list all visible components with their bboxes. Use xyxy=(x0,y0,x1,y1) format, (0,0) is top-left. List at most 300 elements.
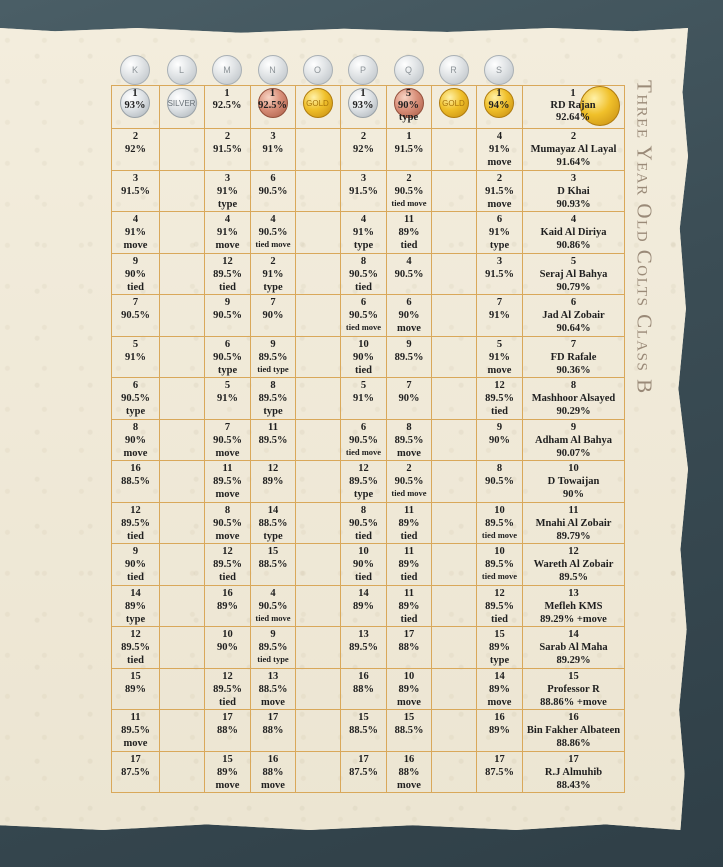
score-text: type xyxy=(217,198,238,210)
score-text: 89.79% xyxy=(556,530,591,542)
score-text: 89.5% xyxy=(258,351,288,363)
table-row xyxy=(112,544,625,586)
score-text: type xyxy=(217,364,238,376)
score-text: tied xyxy=(127,572,144,583)
score-text: tied xyxy=(355,364,372,376)
medal-score-text xyxy=(250,88,295,112)
score-cell xyxy=(205,502,251,544)
score-cell xyxy=(296,336,341,378)
score-cell xyxy=(432,170,477,212)
score-text: 89% xyxy=(398,227,420,238)
rank-text: 10 xyxy=(494,504,505,516)
score-cell xyxy=(477,253,523,295)
horse-name: D Towaijan xyxy=(547,476,600,487)
rank-text: 2 xyxy=(570,131,577,142)
overall-cell xyxy=(523,378,625,420)
score-cell xyxy=(296,544,341,586)
overall-cell xyxy=(523,544,625,586)
score-text: 91.5% xyxy=(485,268,514,280)
score-text: 90.93% xyxy=(556,198,591,210)
score-text: move xyxy=(215,489,240,500)
table-row xyxy=(112,253,625,295)
rank-text: 1 xyxy=(496,88,502,99)
score-text: 89.5% xyxy=(258,642,288,653)
score-text: move xyxy=(397,323,421,334)
score-text: 91.5% xyxy=(394,144,424,155)
score-cell xyxy=(296,419,341,461)
score-text: move xyxy=(261,696,285,708)
overall-cell xyxy=(523,129,625,171)
score-cell xyxy=(387,710,432,752)
rank-text: 4 xyxy=(224,214,231,225)
rank-text: 4 xyxy=(496,131,503,142)
score-text: 90.5% xyxy=(349,434,378,446)
score-text: 90.5% xyxy=(394,185,424,197)
score-cell xyxy=(205,419,251,461)
score-cell xyxy=(160,751,205,793)
score-text: tied xyxy=(219,572,236,583)
table-row xyxy=(112,585,625,627)
score-text: tied xyxy=(219,281,236,293)
score-text: tied xyxy=(127,655,144,666)
score-text: tied xyxy=(127,530,144,542)
score-cell xyxy=(477,751,523,793)
rank-text: 10 xyxy=(358,546,369,557)
score-text: 88% xyxy=(262,725,284,736)
score-text: 89.5% xyxy=(485,517,514,529)
score-text: 88% xyxy=(353,683,374,695)
rank-text: 15 xyxy=(222,753,233,765)
score-cell xyxy=(160,253,205,295)
score-text: tied move xyxy=(255,239,291,249)
rank-text: 3 xyxy=(132,172,139,184)
score-cell xyxy=(112,710,160,752)
score-cell xyxy=(432,336,477,378)
table-row xyxy=(112,419,625,461)
score-text: tied move xyxy=(481,571,518,581)
score-text: 89% xyxy=(398,683,420,695)
judge-letter-n: N xyxy=(258,55,288,85)
score-cell xyxy=(296,751,341,793)
score-cell xyxy=(205,585,251,627)
score-text: 88.5% xyxy=(258,683,288,695)
rank-text: 17 xyxy=(568,753,579,765)
score-text: 88.5% xyxy=(258,517,288,529)
score-cell xyxy=(112,668,160,710)
rank-text: 3 xyxy=(270,131,276,142)
rank-text: 13 xyxy=(267,670,279,682)
score-cell xyxy=(341,378,387,420)
score-cell xyxy=(251,419,296,461)
rank-text: 17 xyxy=(222,712,233,723)
rank-text: 6 xyxy=(360,421,367,433)
rank-text: 12 xyxy=(130,504,141,516)
rank-text: 5 xyxy=(496,338,503,350)
rank-text: 6 xyxy=(406,297,412,308)
score-text: move xyxy=(397,779,421,791)
rank-text: 12 xyxy=(568,546,579,557)
score-cell xyxy=(341,751,387,793)
score-text: 87.5% xyxy=(485,766,514,778)
score-text: 88% xyxy=(262,766,284,778)
rank-text: 9 xyxy=(406,338,412,350)
overall-cell xyxy=(523,212,625,254)
rank-text: 11 xyxy=(222,463,233,474)
silver-medal-icon: SILVER xyxy=(167,88,197,118)
medal-score-text xyxy=(476,88,522,112)
score-text: 91.64% xyxy=(556,157,591,168)
score-text: move xyxy=(261,779,285,791)
overall-cell xyxy=(523,461,625,503)
rank-text: 5 xyxy=(405,88,412,99)
rank-text: 12 xyxy=(494,380,505,391)
score-cell xyxy=(296,710,341,752)
score-text: 90.5% xyxy=(258,600,288,612)
horse-name: Kaid Al Diriya xyxy=(540,227,607,238)
score-text: 90.86% xyxy=(556,240,591,251)
score-text: 91.5% xyxy=(349,185,378,197)
score-cell xyxy=(296,170,341,212)
score-cell xyxy=(205,461,251,503)
horse-name: Sarab Al Maha xyxy=(539,642,608,653)
score-text: tied xyxy=(355,530,372,542)
score-cell xyxy=(341,668,387,710)
score-cell xyxy=(387,378,432,420)
score-text: 89.5% xyxy=(121,517,150,529)
rank-text: 1 xyxy=(406,131,412,142)
page-title: Three Year Old Colts Class B xyxy=(632,80,657,395)
score-cell xyxy=(251,544,296,586)
score-cell xyxy=(251,336,296,378)
rank-text: 6 xyxy=(224,338,231,350)
score-text: tied move xyxy=(255,612,291,623)
rank-text: 10 xyxy=(494,546,505,557)
score-text: move xyxy=(487,696,512,708)
score-cell xyxy=(341,129,387,171)
score-cell xyxy=(160,295,205,337)
score-text: 90% xyxy=(489,434,510,446)
score-text: 88.5% xyxy=(121,476,150,487)
score-text: 90.29% xyxy=(556,406,591,417)
score-text: 90.5% xyxy=(394,476,424,487)
score-text: tied move xyxy=(391,197,427,208)
horse-name: Seraj Al Bahya xyxy=(539,268,608,280)
medal-score-text xyxy=(386,88,431,124)
score-text: 92.64% xyxy=(555,112,591,123)
score-text: move xyxy=(215,779,240,791)
score-cell xyxy=(160,336,205,378)
score-cell xyxy=(112,627,160,669)
score-cell xyxy=(477,212,523,254)
score-cell xyxy=(160,461,205,503)
score-cell xyxy=(160,668,205,710)
rank-text: 9 xyxy=(224,297,231,308)
rank-text: 9 xyxy=(270,338,276,350)
score-text: 89.5% xyxy=(213,683,242,695)
rank-text: 7 xyxy=(132,297,139,308)
score-cell xyxy=(341,710,387,752)
score-cell xyxy=(251,461,296,503)
score-cell xyxy=(432,129,477,171)
score-cell xyxy=(477,585,523,627)
rank-text: 13 xyxy=(358,629,369,640)
score-text: move xyxy=(215,240,240,251)
rank-text: 8 xyxy=(360,255,367,267)
horse-name: Adham Al Bahya xyxy=(534,434,613,446)
overall-cell xyxy=(523,502,625,544)
rank-text: 12 xyxy=(494,587,505,599)
winner-text xyxy=(522,88,624,124)
score-text: tied xyxy=(400,240,418,251)
score-text: 89.5% xyxy=(485,559,514,570)
score-cell xyxy=(432,710,477,752)
score-cell xyxy=(387,419,432,461)
score-text: 90% xyxy=(353,559,374,570)
rank-text: 12 xyxy=(130,629,141,640)
score-text: 90.79% xyxy=(556,281,591,293)
rank-text: 6 xyxy=(570,297,577,308)
score-text: move xyxy=(487,157,512,168)
horse-name: R.J Almuhib xyxy=(544,766,603,778)
score-cell xyxy=(432,295,477,337)
score-cell xyxy=(251,295,296,337)
score-cell xyxy=(341,253,387,295)
score-text: 89% xyxy=(398,517,420,529)
rank-text: 1 xyxy=(269,88,276,99)
score-cell xyxy=(477,668,523,710)
rank-text: 6 xyxy=(132,380,139,391)
rank-text: 15 xyxy=(358,712,369,723)
score-text: 89.5% xyxy=(213,476,242,487)
score-cell xyxy=(160,502,205,544)
rank-text: 3 xyxy=(570,172,577,184)
judge-letter-s: S xyxy=(484,55,514,85)
score-text: 90.5% xyxy=(258,185,288,197)
horse-name: Bin Fakher Albateen xyxy=(526,725,621,736)
rank-text: 14 xyxy=(568,629,579,640)
gold-medal-icon: GOLD xyxy=(303,88,333,118)
score-cell xyxy=(477,461,523,503)
score-text: 91.5% xyxy=(213,144,242,155)
score-cell xyxy=(341,170,387,212)
score-text: 90.5% xyxy=(121,310,150,321)
rank-text: 4 xyxy=(570,214,577,225)
rank-text: 15 xyxy=(130,670,141,682)
score-cell xyxy=(387,585,432,627)
rank-text: 10 xyxy=(403,670,415,682)
score-text: type xyxy=(263,281,283,293)
rank-text: 16 xyxy=(267,753,279,765)
overall-cell xyxy=(523,295,625,337)
score-text: tied xyxy=(127,281,144,293)
table-row xyxy=(112,751,625,793)
rank-text: 7 xyxy=(496,297,503,308)
score-text: move xyxy=(123,738,148,749)
rank-text: 6 xyxy=(496,214,503,225)
score-text: 89.29% +move xyxy=(540,613,607,625)
rank-text: 8 xyxy=(406,421,412,433)
score-text: tied xyxy=(400,572,418,583)
score-cell xyxy=(296,129,341,171)
score-text: 90.5% xyxy=(213,351,242,363)
table-row xyxy=(112,212,625,254)
score-text: 89.5% xyxy=(485,600,514,612)
score-cell xyxy=(112,129,160,171)
results-table xyxy=(111,85,625,793)
score-text: 90% xyxy=(262,310,284,321)
score-cell xyxy=(432,253,477,295)
rank-text: 8 xyxy=(360,504,367,516)
overall-cell xyxy=(523,253,625,295)
score-text: type xyxy=(489,655,510,666)
horse-name: Mashhoor Alsayed xyxy=(531,393,616,404)
score-text: 92.5% xyxy=(212,100,242,111)
rank-text: 5 xyxy=(360,380,367,391)
score-text: 88.5% xyxy=(394,725,424,736)
rank-text: 15 xyxy=(267,546,279,557)
rank-text: 4 xyxy=(132,214,139,225)
score-text: 91% xyxy=(217,393,238,404)
score-cell xyxy=(296,668,341,710)
score-text: 88.86% +move xyxy=(540,696,607,708)
overall-cell xyxy=(523,627,625,669)
rank-text: 4 xyxy=(406,255,412,267)
rank-text: 14 xyxy=(267,504,279,516)
score-text: 90.5% xyxy=(121,393,150,404)
rank-text: 1 xyxy=(224,88,230,99)
score-cell xyxy=(251,585,296,627)
score-cell xyxy=(205,710,251,752)
score-cell xyxy=(477,336,523,378)
score-cell xyxy=(205,253,251,295)
rank-text: 5 xyxy=(570,255,577,267)
rank-text: 10 xyxy=(358,338,369,350)
score-cell xyxy=(341,502,387,544)
score-cell xyxy=(477,544,523,586)
score-cell xyxy=(251,668,296,710)
rank-text: 16 xyxy=(130,463,141,474)
rank-text: 14 xyxy=(358,587,369,599)
score-text: 89.5% xyxy=(258,434,288,446)
score-cell xyxy=(477,502,523,544)
score-cell xyxy=(160,627,205,669)
overall-cell xyxy=(523,170,625,212)
score-text: 89% xyxy=(353,600,374,612)
score-cell xyxy=(160,419,205,461)
rank-text: 9 xyxy=(570,421,577,433)
rank-text: 14 xyxy=(130,587,141,599)
score-text: 91% xyxy=(489,310,510,321)
rank-text: 14 xyxy=(494,670,505,682)
score-cell xyxy=(432,668,477,710)
score-text: tied move xyxy=(345,322,382,332)
rank-text: 10 xyxy=(222,629,233,640)
score-text: 90% xyxy=(217,642,238,653)
score-text: 88.86% xyxy=(556,738,591,749)
score-text: type xyxy=(125,406,146,417)
score-text: tied type xyxy=(257,363,289,374)
rank-text: 4 xyxy=(270,587,276,599)
rank-text: 2 xyxy=(132,131,139,142)
rank-text: 11 xyxy=(404,587,414,599)
rank-text: 17 xyxy=(130,753,141,765)
score-cell xyxy=(205,544,251,586)
score-cell xyxy=(387,461,432,503)
rank-text: 7 xyxy=(270,297,276,308)
score-text: 91% xyxy=(489,144,510,155)
score-cell xyxy=(112,544,160,586)
rank-text: 12 xyxy=(222,255,233,267)
overall-cell xyxy=(523,585,625,627)
score-text: 90.5% xyxy=(258,227,288,238)
score-cell xyxy=(112,378,160,420)
score-text: 91% xyxy=(489,351,510,363)
score-cell xyxy=(112,253,160,295)
table-row xyxy=(112,502,625,544)
table-row xyxy=(112,129,625,171)
score-text: 91% xyxy=(125,351,146,363)
rank-text: 11 xyxy=(404,504,414,516)
score-text: tied xyxy=(400,613,418,625)
score-text: 90.5% xyxy=(394,268,424,280)
judge-letter-m: M xyxy=(212,55,242,85)
score-text: 88% xyxy=(398,766,420,778)
judge-letter-r: R xyxy=(439,55,469,85)
score-cell xyxy=(205,295,251,337)
score-cell xyxy=(112,212,160,254)
score-text: tied type xyxy=(257,654,289,664)
rank-text: 6 xyxy=(360,297,367,308)
score-text: 90% xyxy=(125,268,146,280)
score-text: 90% xyxy=(563,489,584,500)
score-text: 90% xyxy=(398,393,420,404)
judge-letter-q: Q xyxy=(394,55,424,85)
score-cell xyxy=(341,627,387,669)
rank-text: 10 xyxy=(568,463,579,474)
score-text: 90.5% xyxy=(213,517,242,529)
rank-text: 11 xyxy=(404,546,414,557)
score-cell xyxy=(205,378,251,420)
score-text: 90.5% xyxy=(213,310,242,321)
score-text: 89.5% xyxy=(394,434,424,446)
rank-text: 2 xyxy=(360,131,367,142)
score-cell xyxy=(251,129,296,171)
score-cell xyxy=(251,627,296,669)
score-text: type xyxy=(398,112,419,123)
score-cell xyxy=(477,710,523,752)
rank-text: 17 xyxy=(267,712,279,723)
score-cell xyxy=(205,751,251,793)
score-text: 88% xyxy=(398,642,420,653)
score-cell xyxy=(160,544,205,586)
score-text: tied xyxy=(491,406,508,417)
rank-text: 11 xyxy=(268,421,278,433)
score-cell xyxy=(432,544,477,586)
table-row xyxy=(112,295,625,337)
table-row xyxy=(112,710,625,752)
rank-text: 2 xyxy=(224,131,231,142)
rank-text: 4 xyxy=(360,214,367,225)
score-cell xyxy=(341,336,387,378)
overall-cell xyxy=(523,419,625,461)
medal-score-text xyxy=(204,88,250,112)
score-text: move xyxy=(487,364,512,376)
score-cell xyxy=(112,336,160,378)
score-cell xyxy=(251,378,296,420)
score-cell xyxy=(432,461,477,503)
score-cell xyxy=(341,585,387,627)
overall-cell xyxy=(523,751,625,793)
